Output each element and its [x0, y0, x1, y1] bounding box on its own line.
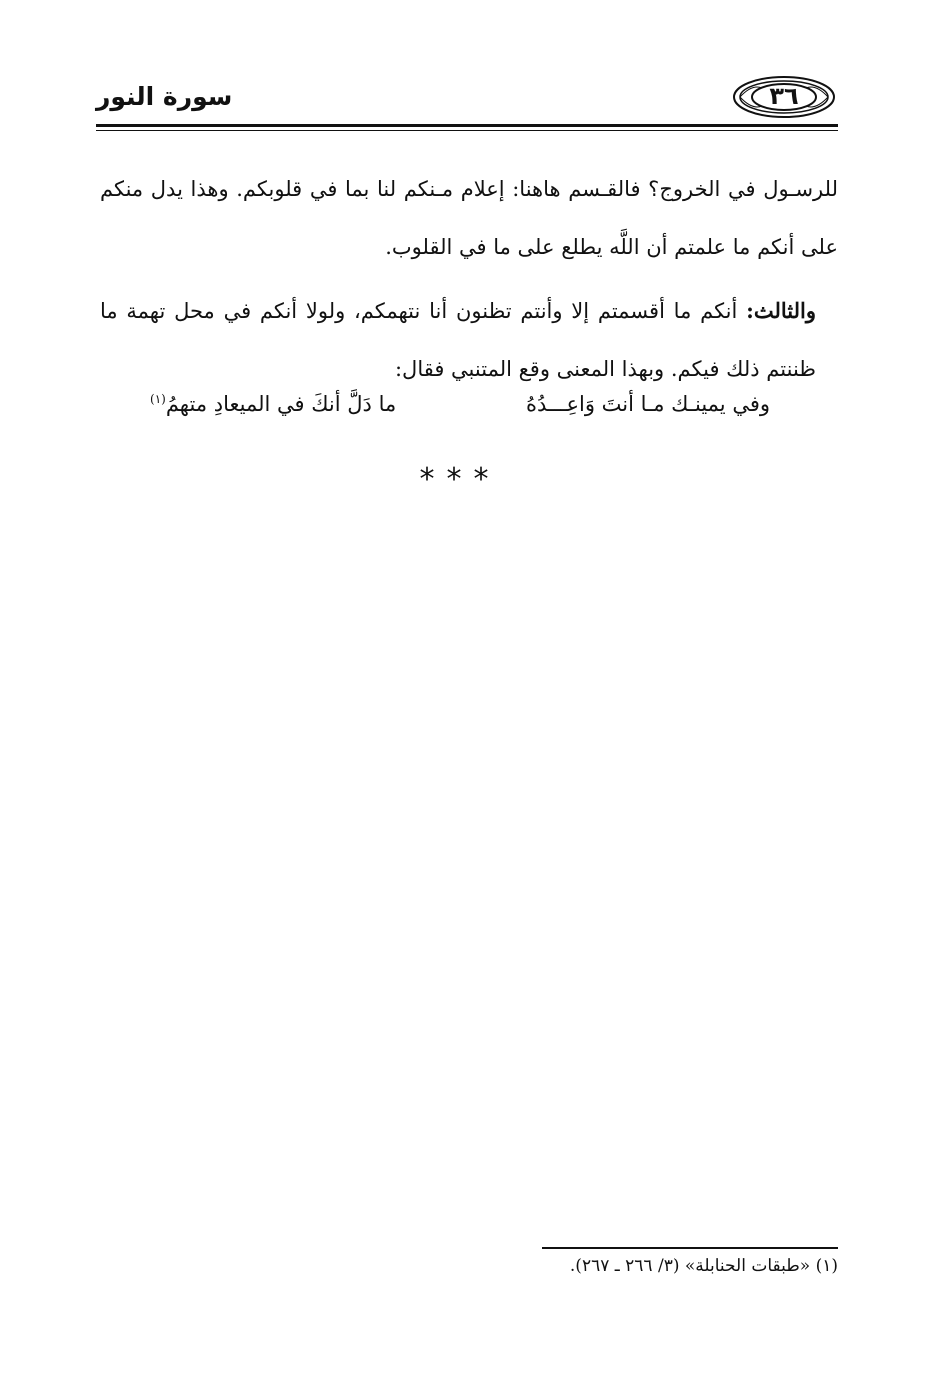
verse-second-hemistich: ما دَلَّ أنكَ في الميعادِ متهمُ — [165, 392, 397, 416]
paragraph-1: للرسـول في الخروج؟ فالقـسم هاهنا: إعلام مـنكم لنا بما في قلوبكم. وهذا يدل منكم على أنكم ما علمتم أن اللَّه يطلع على ما في القلوب. — [100, 177, 838, 259]
page-number-badge — [732, 74, 836, 120]
paragraph-2 — [100, 282, 838, 398]
verse-first-hemistich: وفي يمينـك مـا أنتَ وَاعِـــدُهُ — [526, 392, 770, 416]
poetry-verse — [150, 392, 770, 432]
footnote-1: (١) «طبقات الحنابلة» (٣/ ٢٦٦ ـ ٢٦٧). — [569, 1256, 838, 1276]
surah-title: سورة النور — [96, 82, 233, 111]
paragraph-2-text: أنكم ما أقسمتم إلا وأنتم تظنون أنا نتهمكم، ولولا أنكم في محل تهمة ما ظننتم ذلك فيكم. وبهذا المعنى وقع المتنبي فقال: — [100, 299, 816, 381]
header-rule-thin — [96, 130, 838, 131]
body-text — [100, 160, 838, 398]
section-separator: *** — [419, 462, 501, 497]
footnote-rule — [542, 1247, 838, 1249]
page-number: ٣٦ — [769, 82, 799, 110]
header-rule-thick — [96, 124, 838, 127]
footnote-marker: (١) — [150, 392, 166, 406]
verse-second-hemistich-wrap — [150, 392, 396, 416]
paragraph-2-lead: والثالث: — [746, 298, 816, 323]
